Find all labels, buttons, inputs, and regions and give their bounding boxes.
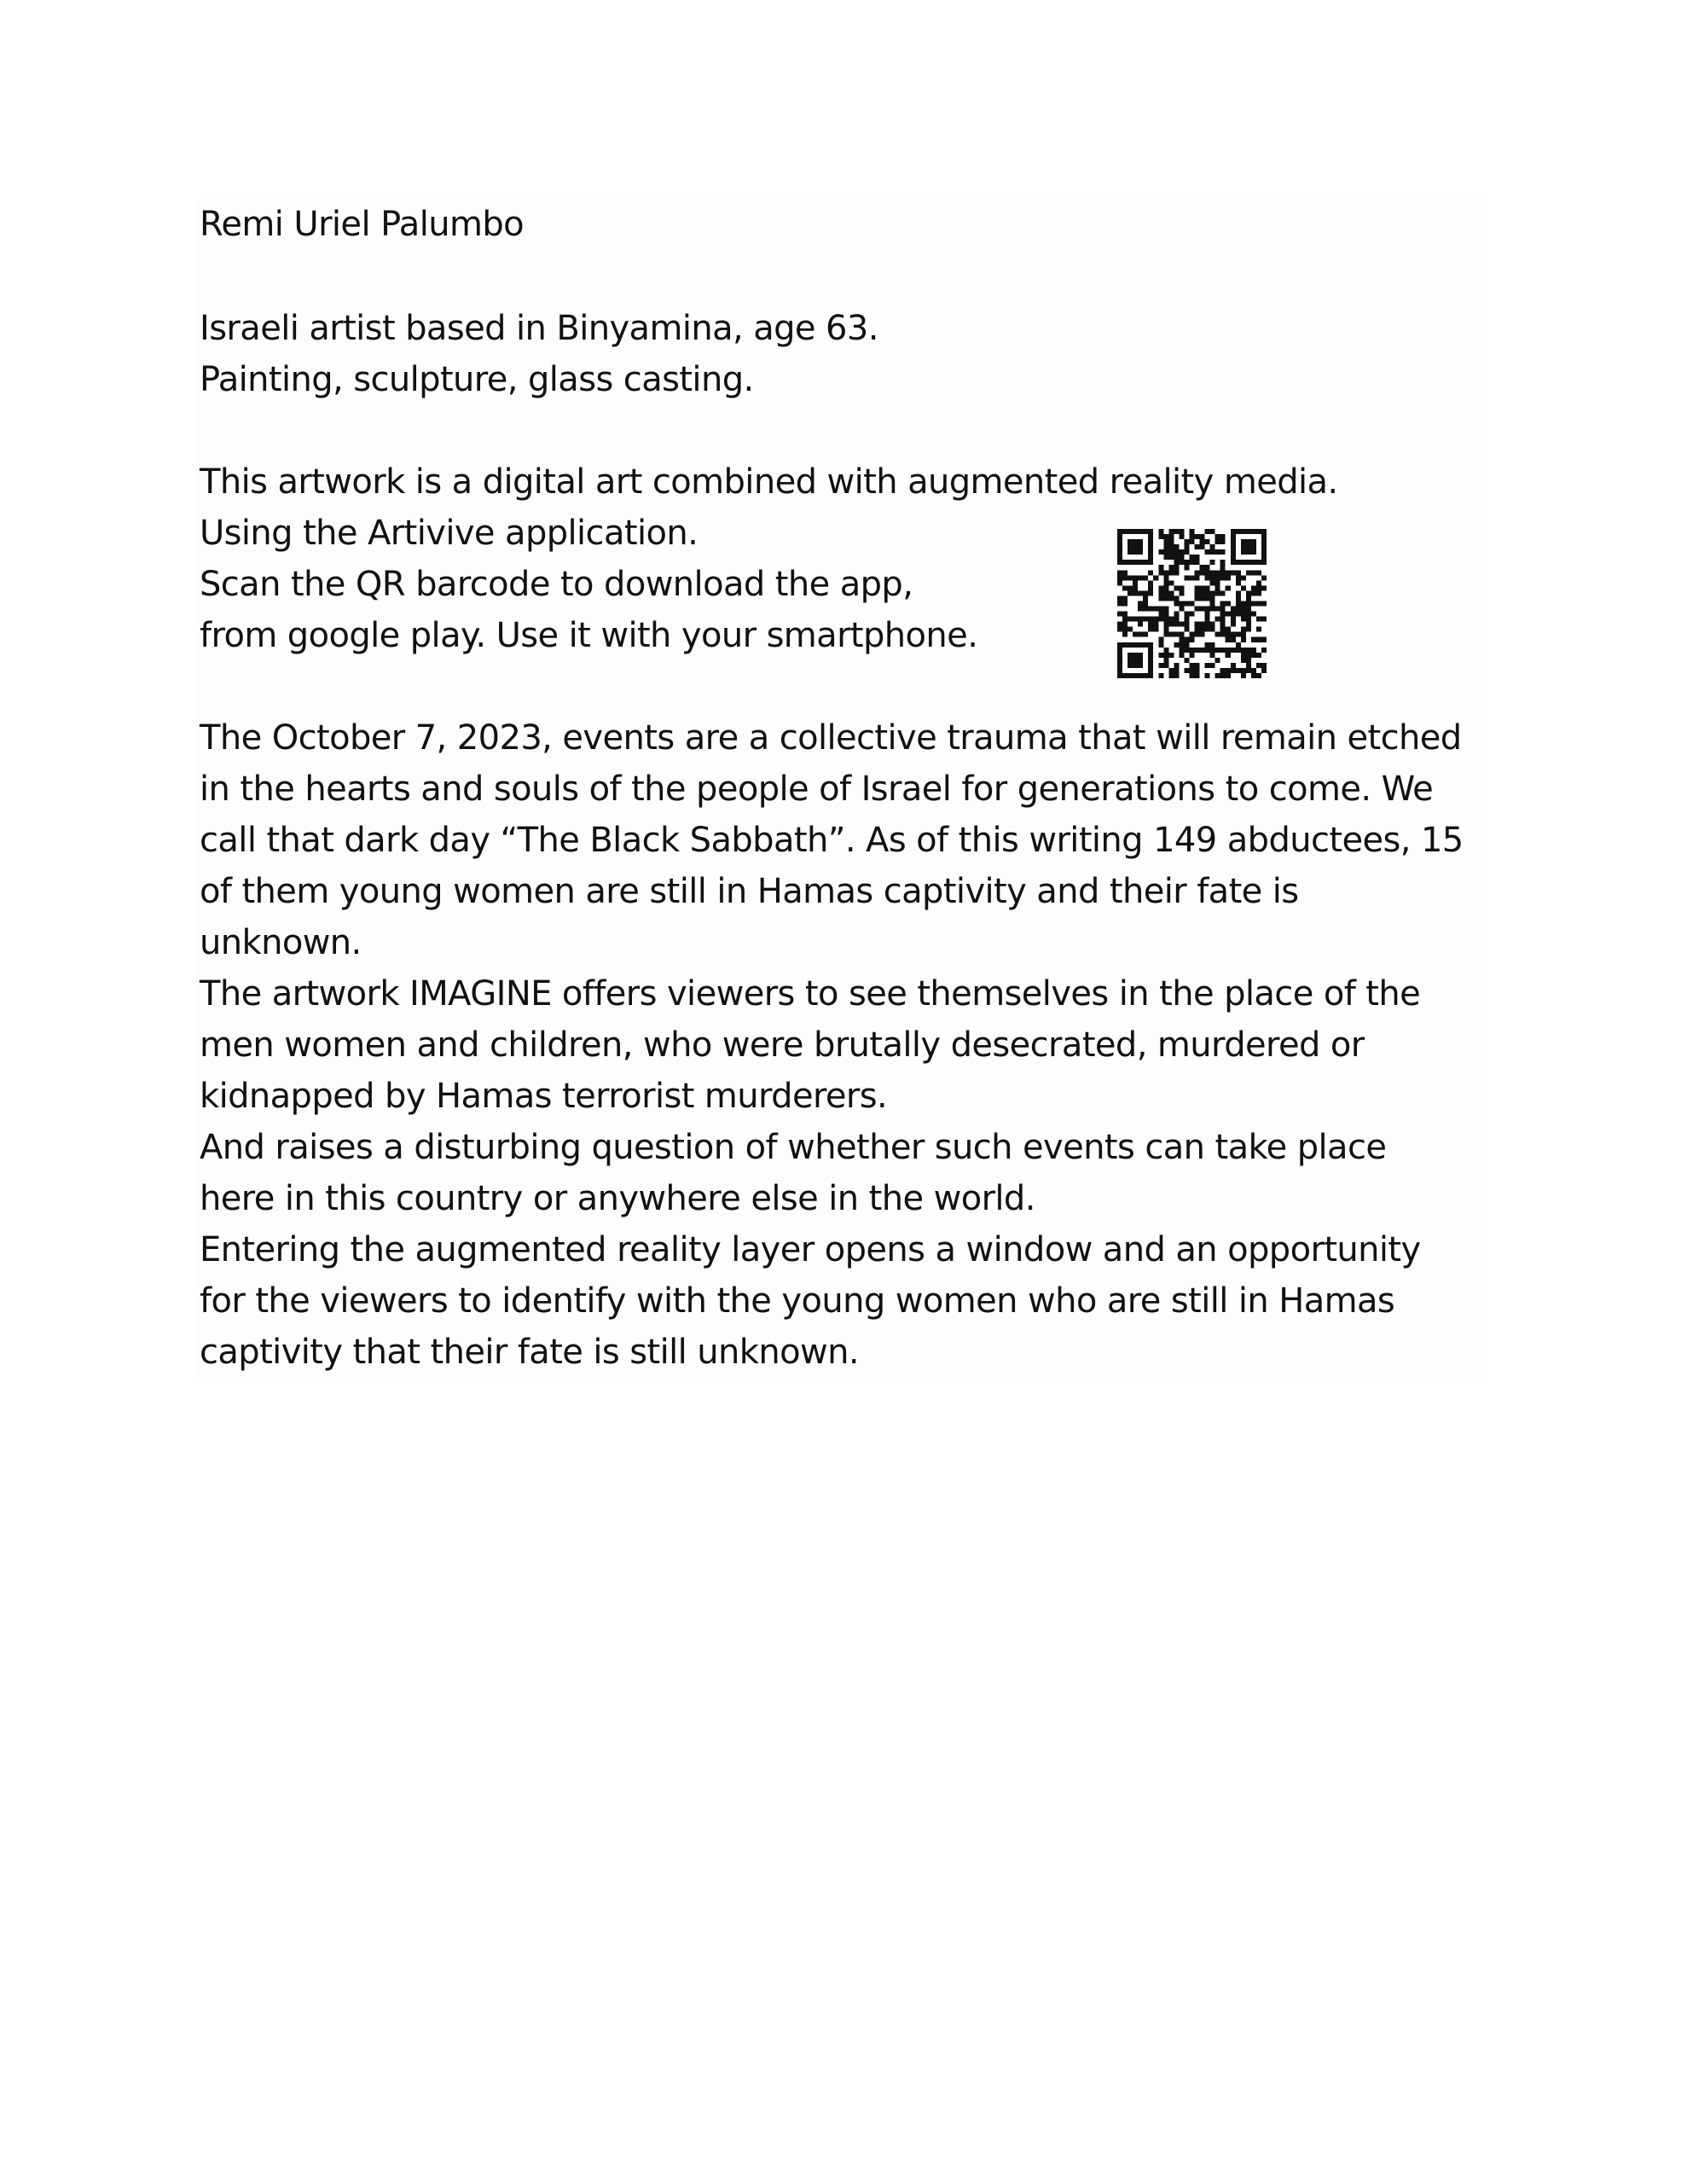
artist-name: Remi Uriel Palumbo <box>200 205 525 244</box>
statement-line: for the viewers to identify with the young women who are still in Hamas <box>200 1281 1395 1321</box>
artwork-info-line: Using the Artivive application. <box>200 514 699 553</box>
statement-line: The October 7, 2023, events are a collective trauma that will remain etched <box>200 718 1462 758</box>
artwork-info-line: Scan the QR barcode to download the app, <box>200 565 913 604</box>
statement-line: in the hearts and souls of the people of Israel for generations to come. We <box>200 770 1434 809</box>
statement-line: call that dark day “The Black Sabbath”. As of this writing 149 abductees, 15 <box>200 821 1464 860</box>
statement-line: unknown. <box>200 923 362 962</box>
qr-code-icon[interactable] <box>1117 529 1267 678</box>
statement-line: kidnapped by Hamas terrorist murderers. <box>200 1077 888 1116</box>
statement-line: here in this country or anywhere else in the world. <box>200 1179 1035 1218</box>
statement-line: Entering the augmented reality layer opens a window and an opportunity <box>200 1230 1421 1269</box>
statement-line: men women and children, who were brutally desecrated, murdered or <box>200 1025 1365 1065</box>
statement-line: The artwork IMAGINE offers viewers to see themselves in the place of the <box>200 974 1421 1014</box>
artwork-info-line: from google play. Use it with your smartphone. <box>200 616 978 655</box>
text-block <box>194 199 1487 1380</box>
bio-line: Israeli artist based in Binyamina, age 63. <box>200 309 878 348</box>
bio-line: Painting, sculpture, glass casting. <box>200 360 754 399</box>
statement-line: And raises a disturbing question of whether such events can take place <box>200 1128 1387 1167</box>
artwork-info-line: This artwork is a digital art combined with augmented reality media. <box>200 462 1338 502</box>
statement-line: captivity that their fate is still unknown. <box>200 1333 859 1372</box>
statement-line: of them young women are still in Hamas captivity and their fate is <box>200 872 1299 911</box>
